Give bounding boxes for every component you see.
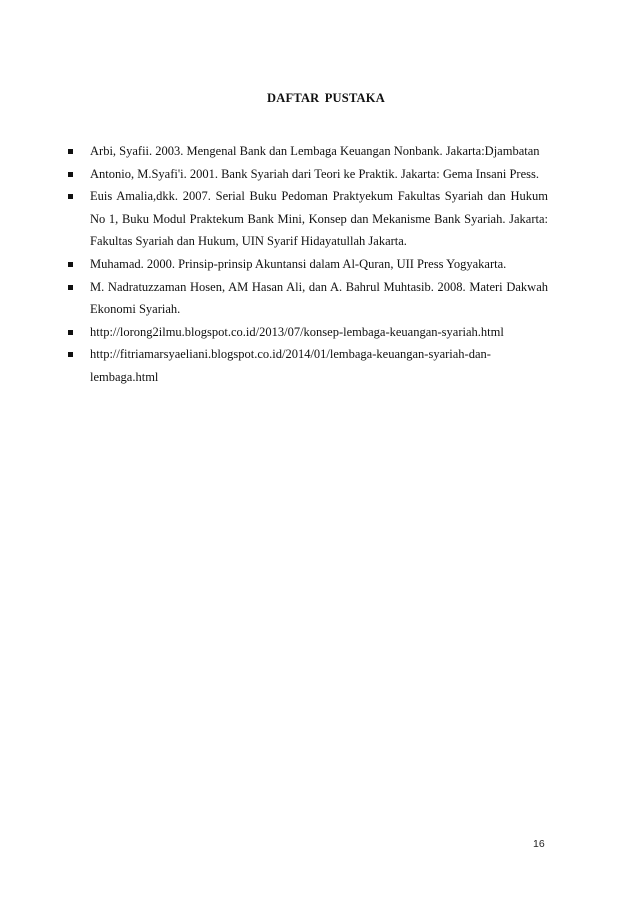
list-item — [68, 276, 548, 321]
square-bullet-icon — [68, 330, 73, 335]
reference-link[interactable]: http://lorong2ilmu.blogspot.co.id/2013/07/konsep-lembaga-keuangan-syariah.html — [90, 324, 504, 339]
square-bullet-icon — [68, 194, 73, 199]
reference-text: Muhamad. 2000. Prinsip-prinsip Akuntansi dalam Al-Quran, UII Press Yogyakarta. — [90, 256, 507, 271]
square-bullet-icon — [68, 262, 73, 267]
list-item[interactable] — [68, 321, 548, 344]
square-bullet-icon — [68, 149, 73, 154]
list-item — [68, 163, 548, 186]
square-bullet-icon — [68, 285, 73, 290]
square-bullet-icon — [68, 172, 73, 177]
list-item — [68, 253, 548, 276]
reference-list — [68, 140, 548, 389]
reference-text: Euis Amalia,dkk. 2007. Serial Buku Pedoman Praktyekum Fakultas Syariah dan Hukum No 1, Buku Modul Praktekum Bank Mini, Konsep dan Mekanisme Bank Syariah. Jakarta: Fakultas Syariah dan Hukum, UIN Syarif Hidayatullah Jakarta. — [90, 189, 548, 249]
reference-text: Arbi, Syafii. 2003. Mengenal Bank dan Lembaga Keuangan Nonbank. Jakarta:Djambatan — [90, 144, 540, 158]
page-title: DAFTAR PUSTAKA — [267, 91, 385, 105]
list-item — [68, 140, 548, 163]
reference-link[interactable]: http://fitriamarsyaeliani.blogspot.co.id/2014/01/lembaga-keuangan-syariah-dan- lembaga.html — [90, 347, 491, 384]
list-item[interactable] — [68, 343, 548, 388]
list-item — [68, 185, 548, 253]
reference-text: M. Nadratuzzaman Hosen, AM Hasan Ali, dan A. Bahrul Muhtasib. 2008. Materi Dakwah Ekonomi Syariah. — [90, 279, 548, 317]
square-bullet-icon — [68, 352, 73, 357]
reference-text: Antonio, M.Syafi'i. 2001. Bank Syariah dari Teori ke Praktik. Jakarta: Gema Insani Press. — [90, 166, 539, 181]
page-number: 16 — [533, 838, 545, 850]
